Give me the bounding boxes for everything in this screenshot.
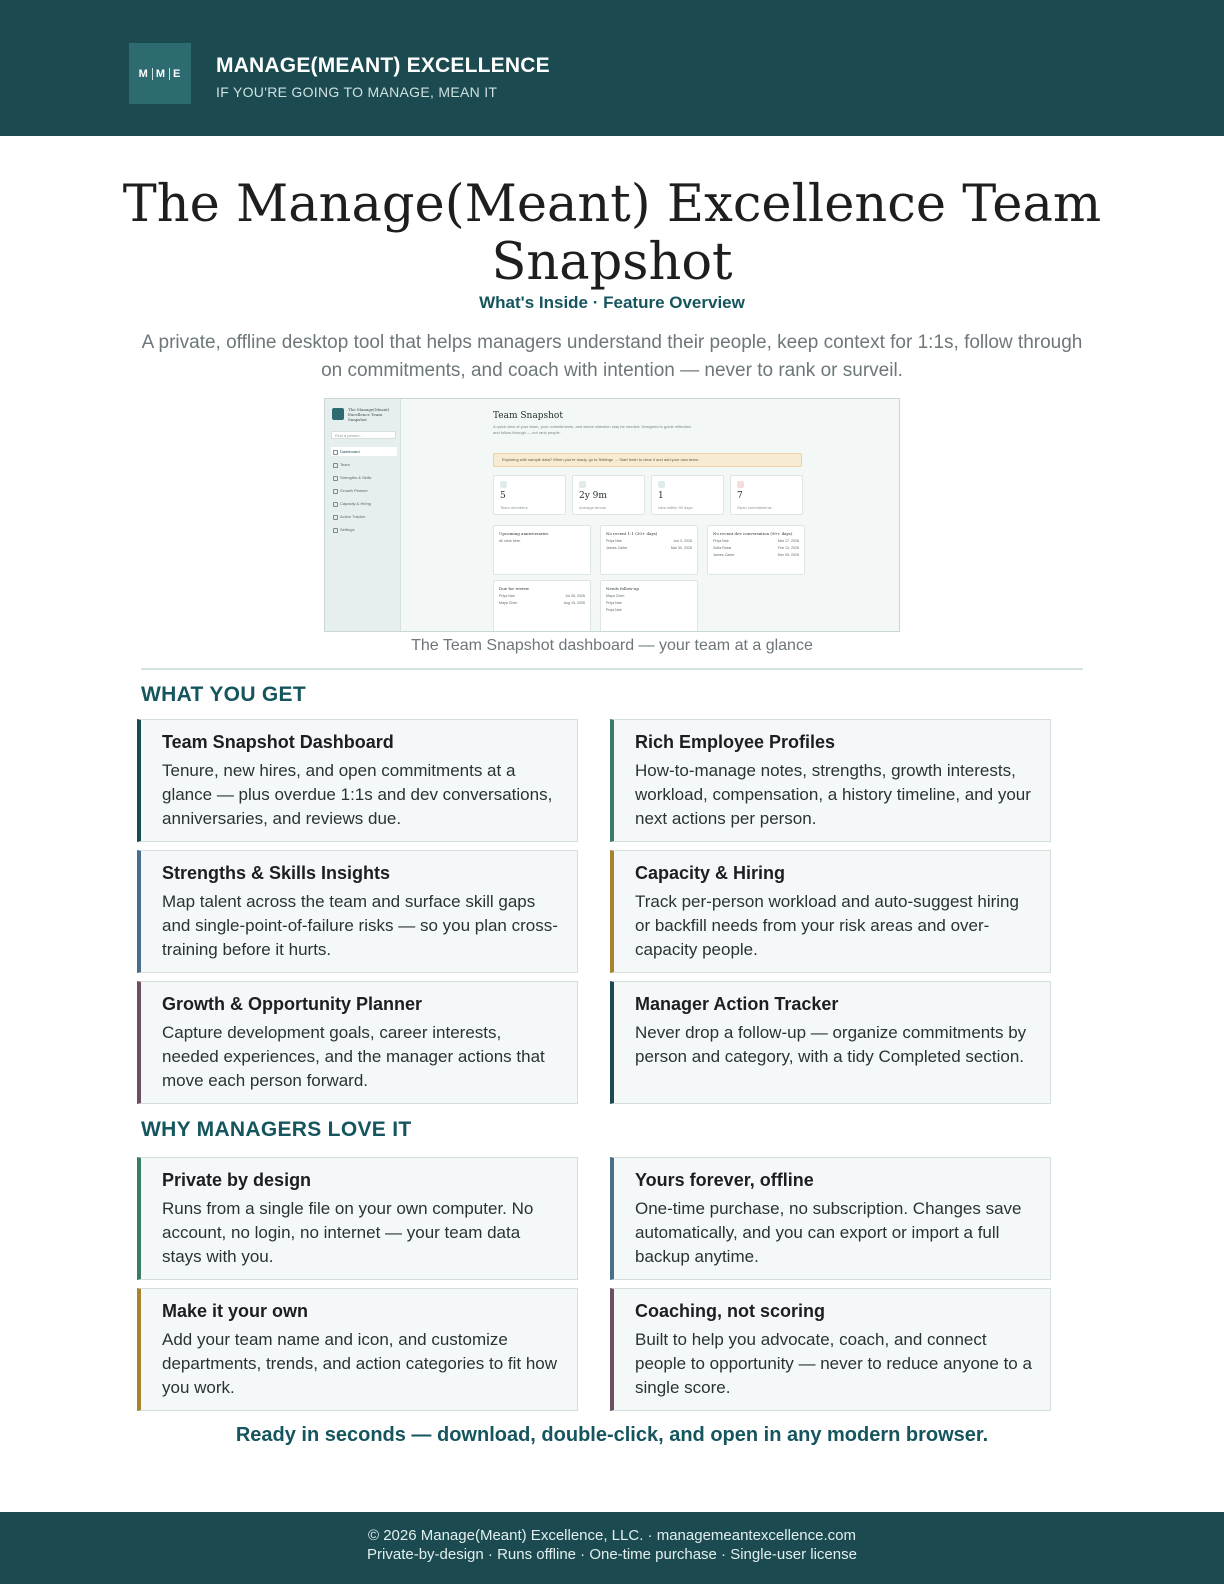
stat-new-hires	[651, 475, 724, 515]
benefit-title: Coaching, not scoring	[635, 1301, 826, 1321]
benefit-body: Runs from a single file on your own computer. No account, no login, no internet — your team data stays with you.	[162, 1199, 534, 1266]
row-date: Jul 28, 2026	[565, 594, 585, 598]
stat-team-members	[493, 475, 566, 515]
card-row	[601, 598, 697, 605]
row-name: Priya Nair	[499, 594, 515, 598]
card-row	[494, 591, 590, 598]
page-title: The Manage(Meant) Excellence Team Snapshot	[122, 175, 1102, 292]
row-name: Maya Chen	[499, 601, 518, 605]
feature-title: Growth & Opportunity Planner	[162, 994, 422, 1014]
benefit-card-coaching	[610, 1288, 1051, 1411]
feature-card-strengths	[137, 850, 578, 973]
row-name: Priya Nair	[606, 601, 622, 605]
feature-card-capacity	[610, 850, 1051, 973]
card-no-recent-dev	[707, 525, 805, 575]
row-name: Maya Chen	[606, 594, 625, 598]
brand-name: MANAGE(MEANT) EXCELLENCE	[216, 54, 550, 77]
screenshot-banner: Exploring with sample data? When you're ready, go to Settings → Start fresh to clear it and add your own team.	[493, 453, 802, 467]
screenshot-stats	[493, 475, 803, 515]
feature-title: Strengths & Skills Insights	[162, 863, 391, 883]
stat-label: Team members	[500, 505, 528, 510]
logo-letter-2: M	[152, 68, 170, 80]
row-date: Feb 13, 2026	[777, 546, 799, 550]
benefit-title: Yours forever, offline	[635, 1170, 814, 1190]
card-no-recent-1on1	[600, 525, 698, 575]
sprout-icon	[658, 481, 665, 488]
benefit-title: Private by design	[162, 1170, 312, 1190]
benefit-body: Add your team name and icon, and customize departments, trends, and action categories to fit how you work.	[162, 1330, 558, 1397]
screenshot-logo	[332, 408, 344, 420]
brand-logo	[129, 43, 191, 104]
intro-paragraph: A private, offline desktop tool that helps managers understand their people, keep context for 1:1s, follow through on commitments, and coach with intention — never to rank or surveil.	[141, 332, 1083, 381]
feature-card-dashboard	[137, 719, 578, 842]
screenshot-nav-settings: Settings	[331, 525, 397, 534]
screenshot-description: A quick view of your team, your commitments, and where attention may be needed. Designed to guide reflection and follow-through — not rank people.	[493, 424, 692, 435]
card-row	[708, 550, 804, 557]
card-row	[708, 536, 804, 543]
benefit-title: Make it your own	[162, 1301, 309, 1321]
card-row	[601, 543, 697, 550]
row-name: Sofia Rossi	[713, 546, 732, 550]
stat-value: 7	[737, 491, 743, 501]
screenshot-sidebar	[325, 399, 401, 631]
logo-letter-1: M	[138, 67, 149, 80]
why-managers-heading: WHY MANAGERS LOVE IT	[141, 1118, 412, 1141]
row-date: Mar 17, 2026	[777, 539, 799, 543]
screenshot-search: Find a person...	[331, 431, 396, 439]
card-title: Due for review	[499, 586, 530, 591]
row-date: Jun 3, 2026	[673, 539, 692, 543]
clock-icon	[579, 481, 586, 488]
stat-value: 1	[658, 491, 664, 501]
feature-title: Manager Action Tracker	[635, 994, 839, 1014]
alert-icon	[737, 481, 744, 488]
row-date: Mar 30, 2026	[670, 546, 692, 550]
benefit-body: One-time purchase, no subscription. Changes save automatically, and you can export or import a full backup anytime.	[635, 1199, 1022, 1266]
section-divider	[141, 668, 1083, 670]
row-name: James Carter	[713, 553, 735, 557]
feature-card-profiles	[610, 719, 1051, 842]
screenshot-app-name: The Manage(Meant) Excellence Team Snapshot	[348, 407, 390, 422]
feature-card-growth	[137, 981, 578, 1104]
row-date: Dec 05, 2025	[777, 553, 799, 557]
screenshot-nav-team: Team	[331, 460, 397, 469]
footer-features: Private-by-design · Runs offline · One-time purchase · Single-user license	[367, 1546, 857, 1563]
logo-letter-3: E	[173, 67, 182, 80]
feature-body: Never drop a follow-up — organize commitments by person and category, with a tidy Completed section.	[635, 1023, 1027, 1066]
stat-label: Average tenure	[579, 505, 607, 510]
feature-body: Map talent across the team and surface skill gaps and single-point-of-failure risks — so you plan cross-training before it hurts.	[162, 892, 558, 959]
screenshot-nav-dashboard: Dashboard	[331, 447, 397, 456]
feature-title: Team Snapshot Dashboard	[162, 732, 394, 752]
call-to-action: Ready in seconds — download, double-click, and open in any modern browser.	[235, 1424, 989, 1446]
row-name: Priya Nair	[606, 539, 622, 543]
row-name: James Carter	[606, 546, 628, 550]
feature-title: Capacity & Hiring	[635, 863, 786, 883]
brand-tagline: IF YOU'RE GOING TO MANAGE, MEAN IT	[216, 84, 498, 100]
page-subtitle: What's Inside · Feature Overview	[479, 293, 745, 312]
feature-body: Tenure, new hires, and open commitments at a glance — plus overdue 1:1s and dev conversations, anniversaries, and reviews due.	[162, 761, 553, 828]
card-needs-follow-up	[600, 580, 698, 632]
card-row	[494, 536, 590, 543]
stat-value: 5	[500, 491, 506, 501]
card-due-for-review	[493, 580, 591, 632]
people-icon	[500, 481, 507, 488]
feature-title: Rich Employee Profiles	[635, 732, 836, 752]
row-name: Priya Nair	[713, 539, 729, 543]
stat-label: Open commitments	[737, 505, 772, 510]
stat-open-commitments	[730, 475, 803, 515]
card-row	[708, 543, 804, 550]
stat-label: New within 90 days	[658, 505, 693, 510]
benefit-body: Built to help you advocate, coach, and connect people to opportunity — never to reduce anyone to a single score.	[635, 1330, 1032, 1397]
feature-body: How-to-manage notes, strengths, growth interests, workload, compensation, a history timeline, and your next actions per person.	[635, 761, 1031, 828]
screenshot-nav-actions: Action Tracker	[331, 512, 397, 521]
screenshot-nav	[331, 447, 397, 538]
card-row	[601, 605, 697, 612]
feature-body: Capture development goals, career interests, needed experiences, and the manager actions that move each person forward.	[162, 1023, 545, 1090]
card-title: No recent 1:1 (30+ days)	[606, 531, 658, 536]
benefit-card-customize	[137, 1288, 578, 1411]
benefit-card-offline	[610, 1157, 1051, 1280]
stat-average-tenure	[572, 475, 645, 515]
row-date: Aug 15, 2026	[563, 601, 585, 605]
screenshot-nav-strengths: Strengths & Skills	[331, 473, 397, 482]
what-you-get-heading: WHAT YOU GET	[141, 683, 306, 706]
feature-body: Track per-person workload and auto-suggest hiring or backfill needs from your risk areas and over-capacity people.	[635, 892, 1019, 959]
card-row	[601, 591, 697, 598]
card-anniversaries	[493, 525, 591, 575]
card-row	[601, 536, 697, 543]
benefit-card-private	[137, 1157, 578, 1280]
row-name: All clear here.	[499, 539, 521, 543]
row-name: Priya Nair	[606, 608, 622, 612]
footer-copyright: © 2026 Manage(Meant) Excellence, LLC. · managemeantexcellence.com	[368, 1527, 856, 1544]
logo-mark	[139, 68, 182, 80]
card-row	[494, 598, 590, 605]
card-title: No recent dev conversation (90+ days)	[713, 531, 793, 536]
screenshot-nav-growth: Growth Planner	[331, 486, 397, 495]
dashboard-screenshot	[324, 398, 900, 632]
card-title: Upcoming anniversaries	[499, 531, 549, 536]
screenshot-main	[493, 407, 893, 612]
card-title: Needs follow-up	[606, 586, 639, 591]
screenshot-heading: Team Snapshot	[493, 411, 563, 421]
feature-card-action-tracker	[610, 981, 1051, 1104]
stat-value: 2y 9m	[579, 491, 607, 501]
screenshot-nav-capacity: Capacity & Hiring	[331, 499, 397, 508]
screenshot-caption: The Team Snapshot dashboard — your team at a glance	[411, 637, 813, 654]
